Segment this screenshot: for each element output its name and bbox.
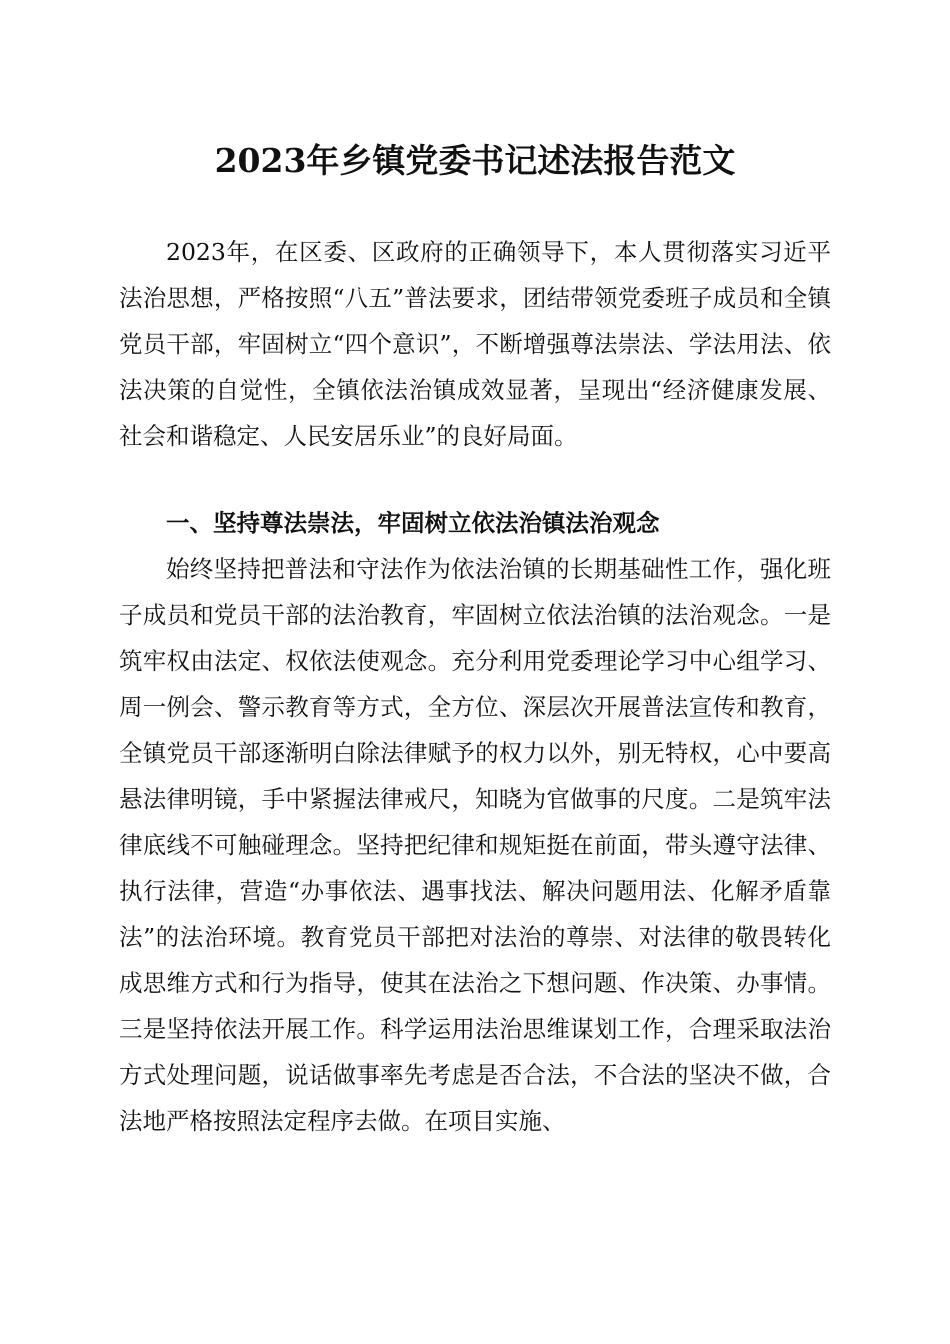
section-heading: 一、坚持尊法崇法，牢固树立依法治镇法治观念 — [166, 509, 660, 537]
section-paragraph: 始终坚持把普法和守法作为依法治镇的长期基础性工作，强化班子成员和党员干部的法治教育，牢固树立依法治镇的法治观念。一是筑牢权由法定、权依法使观念。充分利用党委理论学习中心组学习、周一例会、警示教育等方式，全方位、深层次开展普法宣传和教育，全镇党员干部逐渐明白除法律赋予的权力以外，别无特权，心中要高悬法律明镜，手中紧握法律戒尺，知晓为官做事的尺度。二是筑牢法律底线不可触碰理念。坚持把纪律和规矩挺在前面，带头遵守法律、执行法律，营造“办事依法、遇事找法、解决问题用法、化解矛盾靠法”的法治环境。教育党员干部把对法治的尊崇、对法律的敬畏转化成思维方式和行为指导，使其在法治之下想问题、作决策、办事情。三是坚持依法开展工作。科学运用法治思维谋划工作，合理采取法治方式处理问题，说话做事率先考虑是否合法，不合法的坚决不做，合法地严格按照法定程序去做。在项目实施、 — [119, 555, 831, 1135]
document-title: 2023年乡镇党委书记述法报告范文 — [214, 141, 736, 180]
intro-paragraph: 2023年，在区委、区政府的正确领导下，本人贯彻落实习近平法治思想，严格按照“八五”普法要求，团结带领党委班子成员和全镇党员干部，牢固树立“四个意识”，不断增强尊法崇法、学法用法、依法决策的自觉性，全镇依法治镇成效显著，呈现出“经济健康发展、社会和谐稳定、人民安居乐业”的良好局面。 — [119, 238, 831, 450]
